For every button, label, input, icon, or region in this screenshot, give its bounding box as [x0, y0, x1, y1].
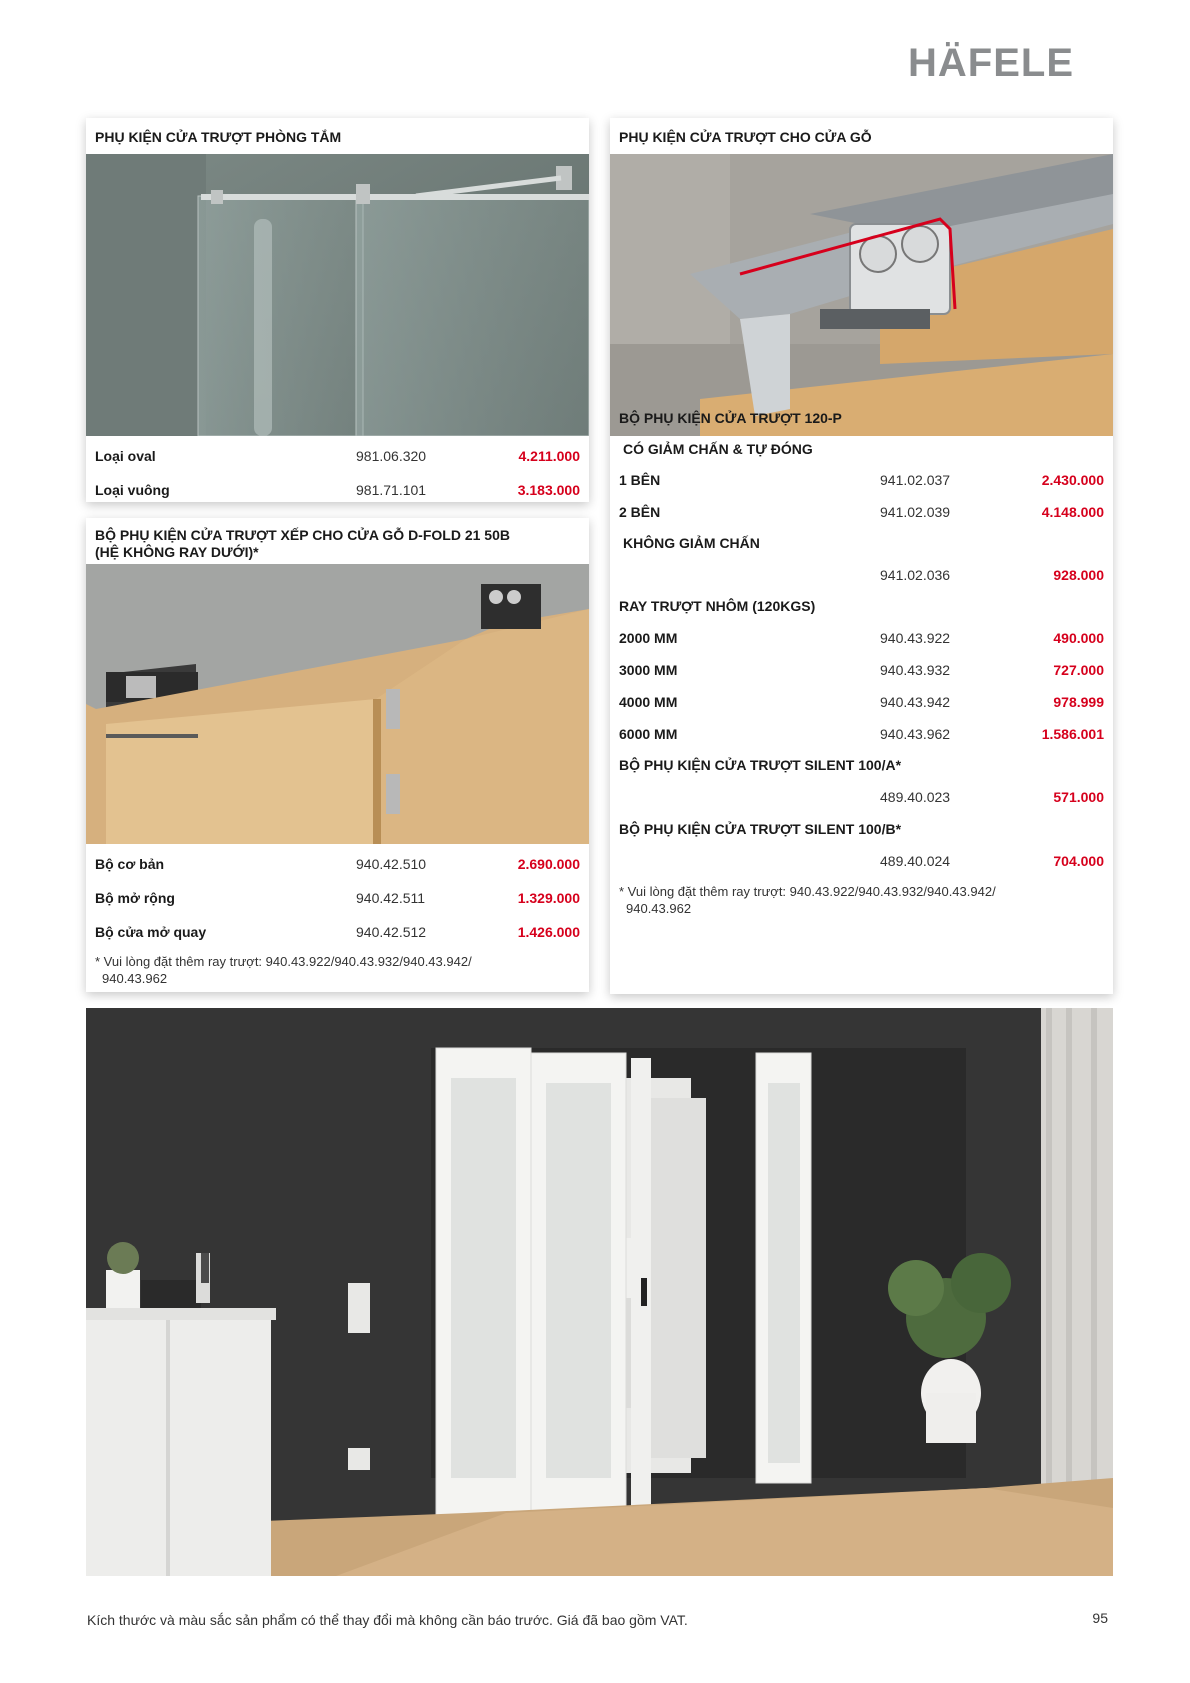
product-price: 571.000 — [1053, 789, 1104, 805]
product-label: Bộ cơ bản — [95, 856, 165, 872]
product-label: 1 BÊN — [619, 472, 661, 488]
card-title: PHỤ KIỆN CỬA TRƯỢT PHÒNG TẮM — [95, 129, 342, 145]
product-price: 978.999 — [1053, 694, 1104, 710]
product-label: Loại oval — [95, 448, 156, 464]
product-code: 489.40.023 — [880, 789, 951, 805]
section-heading: BỘ PHỤ KIỆN CỬA TRƯỢT SILENT 100/A* — [619, 757, 902, 773]
product-row — [610, 504, 1113, 526]
footnote-line1: * Vui lòng đặt thêm ray trượt: 940.43.922/940.43.932/940.43.942/ — [95, 954, 472, 969]
product-label: Bộ mở rộng — [95, 890, 175, 906]
product-row — [610, 726, 1113, 748]
product-code: 941.02.036 — [880, 567, 951, 583]
section-heading: BỘ PHỤ KIỆN CỬA TRƯỢT SILENT 100/B* — [619, 821, 902, 837]
product-row — [86, 448, 589, 470]
product-label: Loại vuông — [95, 482, 170, 498]
product-price: 4.148.000 — [1041, 504, 1104, 520]
card-title-line1: BỘ PHỤ KIỆN CỬA TRƯỢT XẾP CHO CỬA GỖ D-FOLD 21 50B — [95, 527, 510, 543]
product-row — [86, 924, 589, 946]
footnote-line2: 940.43.962 — [102, 971, 168, 986]
product-code: 489.40.024 — [880, 853, 951, 869]
product-row — [610, 853, 1113, 875]
product-price: 490.000 — [1053, 630, 1104, 646]
footnote-line1: * Vui lòng đặt thêm ray trượt: 940.43.922/940.43.932/940.43.942/ — [619, 884, 996, 899]
card-folding-door — [86, 518, 589, 992]
section-subheading: CÓ GIẢM CHẤN & TỰ ĐÓNG — [623, 441, 813, 457]
bathroom-glass-door-photo — [86, 154, 589, 436]
product-label: Bộ cửa mở quay — [95, 924, 207, 940]
product-row — [610, 630, 1113, 652]
section-heading: BỘ PHỤ KIỆN CỬA TRƯỢT 120-P — [619, 410, 842, 426]
product-row — [86, 890, 589, 912]
card-bathroom-sliding — [86, 118, 589, 502]
logo-text: HÄFELE — [908, 41, 1074, 85]
product-code: 940.42.511 — [356, 890, 426, 906]
product-row — [610, 567, 1113, 589]
product-row — [610, 472, 1113, 494]
product-code: 981.06.320 — [356, 448, 427, 464]
product-code: 940.43.922 — [880, 630, 951, 646]
product-label: 6000 MM — [619, 726, 678, 742]
sliding-track-photo — [610, 154, 1113, 436]
product-code: 940.43.962 — [880, 726, 951, 742]
product-code: 941.02.039 — [880, 504, 951, 520]
card-wood-sliding-door — [610, 118, 1113, 994]
card-title-line2: (HỆ KHÔNG RAY DƯỚI)* — [95, 544, 259, 560]
product-code: 941.02.037 — [880, 472, 951, 488]
product-row — [86, 856, 589, 878]
room-folding-door-photo — [86, 1008, 1113, 1576]
product-row — [610, 662, 1113, 684]
product-price: 3.183.000 — [517, 482, 580, 498]
product-row — [86, 482, 589, 504]
section-heading: RAY TRƯỢT NHÔM (120KGS) — [619, 598, 816, 614]
product-price: 1.329.000 — [517, 890, 580, 906]
product-price: 1.426.000 — [517, 924, 580, 940]
page-number: 95 — [1092, 1610, 1108, 1626]
footnote-line2: 940.43.962 — [626, 901, 692, 916]
product-code: 940.42.510 — [356, 856, 427, 872]
product-price: 2.690.000 — [517, 856, 580, 872]
product-label: 2000 MM — [619, 630, 678, 646]
product-label: 3000 MM — [619, 662, 678, 678]
product-label: 4000 MM — [619, 694, 678, 710]
product-price: 4.211.000 — [518, 448, 580, 464]
product-row — [610, 694, 1113, 716]
product-label: 2 BÊN — [619, 504, 661, 520]
folding-door-photo — [86, 564, 589, 844]
product-code: 940.43.932 — [880, 662, 951, 678]
section-subheading: KHÔNG GIẢM CHẤN — [623, 535, 760, 551]
hafele-logo — [908, 41, 1108, 85]
product-code: 940.43.942 — [880, 694, 951, 710]
product-code: 981.71.101 — [356, 482, 427, 498]
card-title: PHỤ KIỆN CỬA TRƯỢT CHO CỬA GỖ — [619, 129, 872, 145]
product-row — [610, 789, 1113, 811]
product-price: 928.000 — [1053, 567, 1104, 583]
product-code: 940.42.512 — [356, 924, 427, 940]
product-price: 1.586.001 — [1041, 726, 1104, 742]
product-price: 727.000 — [1053, 662, 1104, 678]
product-price: 704.000 — [1053, 853, 1104, 869]
footer-disclaimer: Kích thước và màu sắc sản phẩm có thể thay đổi mà không cần báo trước. Giá đã bao gồm VAT. — [87, 1612, 688, 1628]
product-price: 2.430.000 — [1041, 472, 1104, 488]
